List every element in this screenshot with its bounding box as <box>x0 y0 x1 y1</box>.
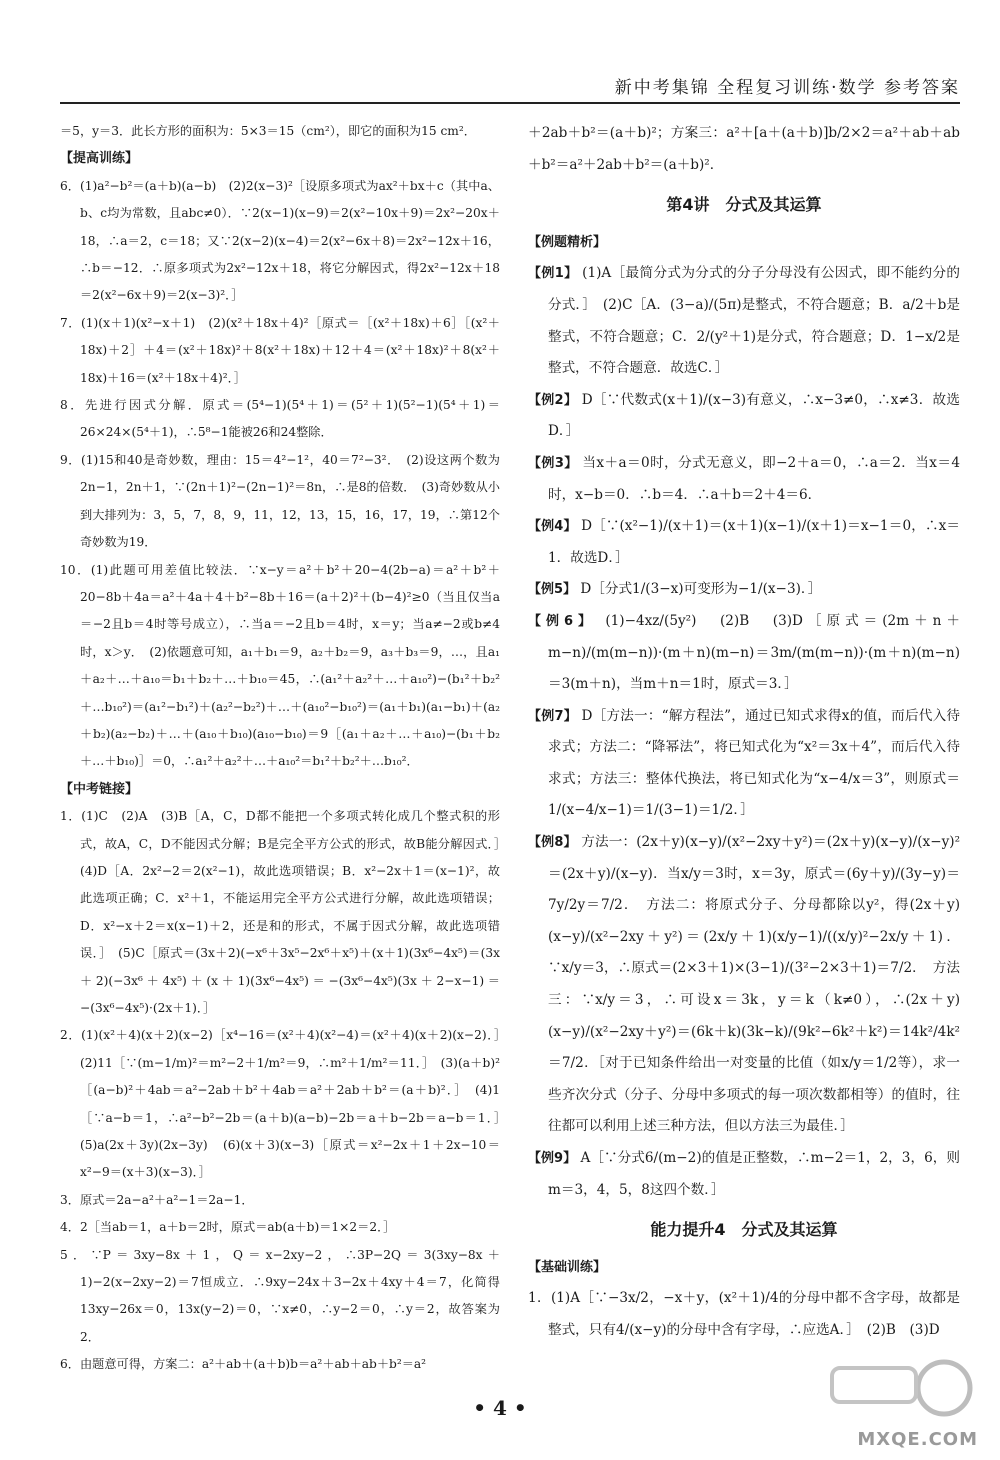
example-text: D［分式1/(3−x)可变形为−1/(x−3)．］ <box>580 581 822 598</box>
left-column <box>60 118 513 1379</box>
example-label: 【例6】 <box>528 613 596 629</box>
subsection-label: 【提高训练】 <box>60 151 139 167</box>
example-answer <box>528 385 960 448</box>
watermark-text: MXQE.COM <box>857 1429 978 1450</box>
example-label: 【例1】 <box>528 266 578 282</box>
answer-item: 9．(1)15和40是奇妙数，理由：15＝4²−1²，40＝7²−3²． (2)设这两个数为2n−1，2n＋1，∵(2n＋1)²−(2n−1)²＝8n，∴是8的倍数． (3)奇妙数从小到大排列为：3，5，7，8，9，11，12，13，15，16，17，19，∴第12个奇妙数为19． <box>60 452 500 550</box>
example-text: (1)−4xz/(5y²) (2)B (3)D［原式＝(2m＋n＋m−n)/(m(m−n))·(m＋n)(m−n)＝3m/(m(m−n))·(m＋n)(m−n)＝3(m＋n)，当m＋n＝1时，原式＝3．］ <box>548 612 960 693</box>
example-answer <box>528 511 960 574</box>
example-answer <box>528 701 960 827</box>
answer-item: 8．先进行因式分解．原式＝(5⁴−1)(5⁴＋1)＝(5²＋1)(5²−1)(5⁴＋1)＝26×24×(5⁴＋1)，∴5⁸−1能被26和24整除． <box>60 398 500 440</box>
answer-item: 4．2［当ab＝1，a＋b＝2时，原式＝ab(a＋b)＝1×2＝2．］ <box>60 1220 396 1235</box>
example-label: 【例3】 <box>528 455 578 471</box>
example-label: 【例8】 <box>528 835 577 851</box>
page-number: • 4 • <box>473 1396 527 1420</box>
answer-item: 5．∵P＝3xy−8x＋1，Q＝x−2xy−2，∴3P−2Q＝3(3xy−8x＋1)−2(x−2xy−2)＝7恒成立．∴9xy−24x＋3−2x＋4xy＋4＝7，化简得13xy−26x＝0，13x(y−2)＝0，∵x≠0，∴y−2＝0，∴y＝2，故答案为2． <box>60 1247 500 1344</box>
answer-item: 6．(1)a²−b²＝(a＋b)(a−b) (2)2(x−3)²［设原多项式为ax²＋bx＋c（其中a、b、c均为常数，且abc≠0）．∵2(x−1)(x−9)＝2(x²−10x＋9)＝2x²−20x＋18，∴a＝2，c＝18；又∵2(x−2)(x−4)＝2(x²−6x＋8)＝2x²−12x＋16，∴b＝−12．∴原多项式为2x²−12x＋18，将它分解因式，得2x²−12x＋18＝2(x²−6x＋9)＝2(x−3)²．］ <box>60 178 500 303</box>
answer-item: 3．原式＝2a−a²＋a²−1＝2a−1． <box>60 1192 254 1207</box>
answer-item: 10．(1)此题可用差值比较法．∵x−y＝a²＋b²＋20−4(2b−a)＝a²＋b²＋20−8b＋4a＝a²＋4a＋4＋b²−8b＋16＝(a＋2)²＋(b−4)²≥0（当且仅当a＝−2且b＝4时等号成立），∴当a＝−2且b＝4时，x＝y；当a≠−2或b≠4时，x＞y． (2)依题意可知，a₁＋b₁＝9，a₂＋b₂＝9，a₃＋b₃＝9，…，且a₁＋a₂＋…＋a₁₀＝b₁＋b₂＋…＋b₁₀＝45，∴(a₁²＋a₂²＋…＋a₁₀²)−(b₁²＋b₂²＋…b₁₀²)＝(a₁²−b₁²)＋(a₂²−b₂²)＋…＋(a₁₀²−b₁₀²)＝(a₁＋b₁)(a₁−b₁)＋(a₂＋b₂)(a₂−b₂)＋…＋(a₁₀＋b₁₀)(a₁₀−b₁₀)＝9［(a₁＋a₂＋…＋a₁₀)−(b₁＋b₂＋…＋b₁₀)］＝0，∴a₁²＋a₂²＋…＋a₁₀²＝b₁²＋b₂²＋…b₁₀²． <box>60 562 501 769</box>
answer-item: 1．(1)A［∵−3x/2，−x＋y，(x²＋1)/4的分母中都不含字母，故都是整式，只有4/(x−y)的分母中含有字母，∴应选A．］ (2)B (3)D <box>528 1290 960 1338</box>
section-heading: 能力提升4 分式及其运算 <box>650 1220 838 1240</box>
answer-item: 6．由题意可得，方案二：a²＋ab＋(a＋b)b＝a²＋ab＋ab＋b²＝a² <box>60 1357 427 1372</box>
header-title: 新中考集锦 全程复习训练·数学 参考答案 <box>614 78 960 98</box>
example-text: (1)A［最简分式为分式的分子分母没有公因式，即不能约分的分式．］ (2)C［A．(3−a)/(5π)是整式，不符合题意；B．a/2＋b是整式，不符合题意；C．2/(y²＋1)是分式，符合题意；D．1−x/2是整式，不符合题意．故选C．］ <box>548 265 961 377</box>
example-answer <box>528 448 960 511</box>
example-text: D［∵(x²−1)/(x＋1)＝(x＋1)(x−1)/(x＋1)＝x−1＝0，∴x＝1．故选D．］ <box>548 518 960 566</box>
answer-item: 7．(1)(x＋1)(x²−x＋1) (2)(x²＋18x＋4)²［原式＝［(x²＋18x)＋6］［(x²＋18x)＋2］＋4＝(x²＋18x)²＋8(x²＋18x)＋12＋4＝(x²＋18x)²＋8(x²＋18x)＋16＝(x²＋18x＋4)²．］ <box>60 315 500 385</box>
example-label: 【例7】 <box>528 708 577 724</box>
example-label: 【例4】 <box>528 519 577 535</box>
example-answer <box>528 606 960 701</box>
example-text: D［方法一：“解方程法”，通过已知式求得x的值，而后代入待求式；方法二：“降幂法”，将已知式化为“x²＝3x＋4”，而后代入待求式；方法三：整体代换法，将已知式化为“x−4/x＝3”，则原式＝1/(x−4/x−1)＝1/(3−1)＝1/2．］ <box>548 707 960 819</box>
example-answer <box>528 1143 960 1206</box>
right-column <box>528 118 960 1347</box>
subsection-label: 【中考链接】 <box>60 781 139 797</box>
subsection-label: 【基础训练】 <box>528 1259 607 1275</box>
page-header <box>60 68 960 104</box>
section-heading: 第4讲 分式及其运算 <box>666 195 822 215</box>
answer-paragraph: ＋2ab＋b²＝(a＋b)²；方案三：a²＋[a＋(a＋b)]b/2×2＝a²＋ab＋ab＋b²＝a²＋2ab＋b²＝(a＋b)²． <box>528 125 960 173</box>
example-text: 方法一：(2x＋y)(x−y)/(x²−2xy＋y²)＝(2x＋y)(x−y)/(x−y)²＝(2x＋y)/(x−y)．当x/y＝3时，x＝3y，原式＝(6y＋y)/(3y−y)＝7y/2y＝7/2． 方法二：将原式分子、分母都除以y²，得(2x＋y)(x−y)/(x²−2xy＋y²)＝(2x/y＋1)(x/y−1)/((x/y)²−2x/y＋1)．∵x/y＝3，∴原式＝(2×3＋1)×(3−1)/(3²−2×3＋1)＝7/2． 方法三：∵x/y＝3，∴可设x＝3k，y＝k（k≠0），∴(2x＋y)(x−y)/(x²−2xy＋y²)＝(6k＋k)(3k−k)/(9k²−6k²＋k²)＝14k²/4k²＝7/2．［对于已知条件给出一对变量的比值（如x/y＝1/2等），求一些齐次分式（分子、分母中多项式的每一项次数都相等）的值时，往往都可以利用上述三种方法，但以方法三为最佳．］ <box>548 834 961 1135</box>
example-answer <box>528 827 960 1143</box>
answer-item: 2．(1)(x²＋4)(x＋2)(x−2)［x⁴−16＝(x²＋4)(x²−4)＝(x²＋4)(x＋2)(x−2)．］ (2)11［∵(m−1/m)²＝m²−2＋1/m²＝9，∴m²＋1/m²＝11．］ (3)(a＋b)²［(a−b)²＋4ab＝a²−2ab＋b²＋4ab＝a²＋2ab＋b²＝(a＋b)²．］ (4)1［∵a−b＝1，∴a²−b²−2b＝(a＋b)(a−b)−2b＝a＋b−2b＝a−b＝1．］ (5)a(2x＋3y)(2x−3y) (6)(x＋3)(x−3)［原式＝x²−2x＋1＋2x−10＝x²−9＝(x＋3)(x−3)．］ <box>60 1028 513 1180</box>
example-answer <box>528 258 960 384</box>
example-label: 【例5】 <box>528 582 577 598</box>
subsection-label: 【例题精析】 <box>528 234 607 250</box>
example-text: A［∵分式6/(m−2)的值是正整数，∴m−2＝1，2，3，6，则m＝3，4，5，8这四个数．］ <box>548 1150 961 1198</box>
example-text: D［∵代数式(x＋1)/(x−3)有意义，∴x−3≠0，∴x≠3．故选D．］ <box>548 391 961 440</box>
example-text: 当x＋a＝0时，分式无意义，即−2＋a＝0，∴a＝2．当x＝4时，x−b＝0．∴b＝4．∴a＋b＝2＋4＝6． <box>548 454 961 503</box>
answer-paragraph: ＝5，y＝3．此长方形的面积为：5×3＝15（cm²），即它的面积为15 cm²． <box>60 124 476 138</box>
answer-item: 1．(1)C (2)A (3)B［A，C，D都不能把一个多项式转化成几个整式积的形式，故A，C，D不能因式分解；B是完全平方公式的形式，故B能分解因式．］ (4)D［A．2x²−2＝2(x²−1)，故此选项错误；B．x²−2x＋1＝(x−1)²，故此选项正确；C．x²＋1，不能运用完全平方公式进行分解，故此选项错误；D．x²−x＋2＝x(x−1)＋2，还是和的形式，不属于因式分解，故此选项错误．］ (5)C［原式＝(3x＋2)(−x⁶＋3x⁵−2x⁶＋x⁵)＋(x＋1)(3x⁶−4x⁵)＝(3x＋2)(−3x⁶＋4x⁵)＋(x＋1)(3x⁶−4x⁵)＝−(3x⁶−4x⁵)(3x＋2−x−1)＝−(3x⁶−4x⁵)·(2x＋1)．］ <box>60 809 513 1015</box>
example-label: 【例2】 <box>528 392 578 408</box>
example-label: 【例9】 <box>528 1151 577 1166</box>
example-answer <box>528 574 960 606</box>
